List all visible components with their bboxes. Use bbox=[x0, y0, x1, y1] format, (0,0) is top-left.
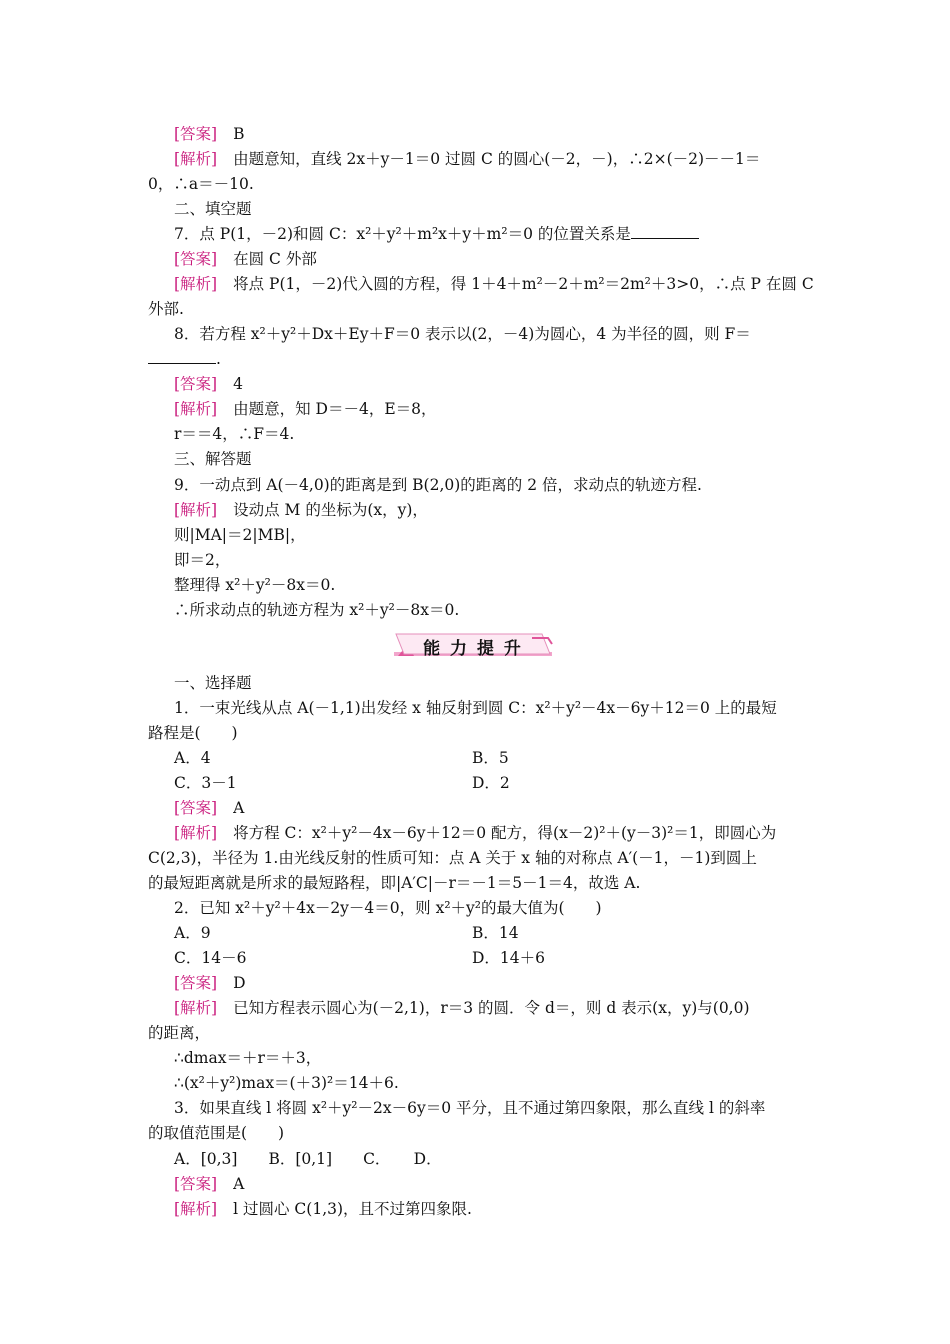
text-line: 即＝2， bbox=[174, 551, 231, 569]
section-banner bbox=[392, 630, 554, 660]
text-line: 的最短距离就是所求的最短路程，即|A′C|－r＝－1＝5－1＝4，故选 A. bbox=[148, 874, 641, 892]
analysis-tag: [解析] bbox=[174, 1200, 218, 1218]
text-line: 则|MA|＝2|MB|， bbox=[174, 526, 306, 544]
section-heading: 三、解答题 bbox=[174, 450, 252, 468]
answer-line bbox=[174, 973, 246, 993]
answer-text: A bbox=[233, 1175, 245, 1193]
analysis-text: 设动点 M 的坐标为(x，y)， bbox=[233, 501, 428, 519]
analysis-tag: [解析] bbox=[174, 400, 218, 418]
analysis-tag: [解析] bbox=[174, 501, 218, 519]
option-d: D．14＋6 bbox=[472, 949, 546, 967]
analysis-line bbox=[174, 998, 750, 1018]
answer-text: A bbox=[233, 799, 245, 817]
question-9: 9．一动点到 A(－4,0)的距离是到 B(2,0)的距离的 2 倍，求动点的轨迹方程. bbox=[174, 476, 702, 494]
text-line: 外部. bbox=[148, 300, 184, 318]
answer-blank-line bbox=[148, 349, 221, 369]
answer-text: D bbox=[233, 974, 246, 992]
answer-line bbox=[174, 1174, 244, 1194]
analysis-tag: [解析] bbox=[174, 150, 218, 168]
answer-tag: [答案] bbox=[174, 125, 218, 143]
analysis-line bbox=[174, 823, 776, 843]
section-heading: 二、填空题 bbox=[174, 200, 252, 218]
text-line: ∴(x²＋y²)max＝(＋3)²＝14＋6. bbox=[174, 1074, 399, 1092]
analysis-line bbox=[174, 399, 437, 419]
text-line: r＝＝4，∴F＝4. bbox=[174, 425, 295, 443]
option-b: B．14 bbox=[472, 924, 519, 942]
analysis-line bbox=[174, 274, 814, 294]
answer-tag: [答案] bbox=[174, 1175, 218, 1193]
analysis-tag: [解析] bbox=[174, 275, 218, 293]
analysis-text: 已知方程表示圆心为(－2,1)，r＝3 的圆．令 d＝，则 d 表示(x，y)与(0,0) bbox=[233, 999, 750, 1017]
analysis-text: l 过圆心 C(1,3)，且不过第四象限. bbox=[233, 1200, 472, 1218]
question-3: 3．如果直线 l 将圆 x²＋y²－2x－6y＝0 平分，且不通过第四象限，那么直线 l 的斜率 bbox=[174, 1099, 766, 1117]
answer-line bbox=[174, 249, 317, 269]
question-text: 7．点 P(1，－2)和圆 C：x²＋y²＋m²x＋y＋m²＝0 的位置关系是 bbox=[174, 225, 631, 243]
analysis-text: 将点 P(1，－2)代入圆的方程，得 1＋4＋m²－2＋m²＝2m²＋3>0，∴点 P 在圆 C bbox=[233, 275, 814, 293]
answer-blank bbox=[148, 349, 216, 364]
answer-blank bbox=[631, 224, 699, 239]
option-c: C．14－6 bbox=[174, 949, 247, 967]
answer-text: 4 bbox=[233, 375, 243, 393]
option-d: D．2 bbox=[472, 774, 510, 792]
text-line: 路程是( ) bbox=[148, 724, 238, 742]
answer-tag: [答案] bbox=[174, 974, 218, 992]
answer-text: 在圆 C 外部 bbox=[233, 250, 317, 268]
option-c: C．3－1 bbox=[174, 774, 237, 792]
answer-tag: [答案] bbox=[174, 250, 218, 268]
analysis-line bbox=[174, 1199, 472, 1219]
text-line: 整理得 x²＋y²－8x＝0. bbox=[174, 576, 336, 594]
banner-title: 能 力 提 升 bbox=[423, 639, 523, 659]
text-line: C(2,3)，半径为 1.由光线反射的性质可知：点 A 关于 x 轴的对称点 A′(－1，－1)到圆上 bbox=[148, 849, 757, 867]
question-1: 1．一束光线从点 A(－1,1)出发经 x 轴反射到圆 C：x²＋y²－4x－6y＋12＝0 上的最短 bbox=[174, 699, 777, 717]
question-7 bbox=[174, 224, 699, 244]
options-line: A．[0,3] B．[0,1] C． D． bbox=[174, 1150, 442, 1168]
question-8: 8．若方程 x²＋y²＋Dx＋Ey＋F＝0 表示以(2，－4)为圆心，4 为半径的圆，则 F＝ bbox=[174, 325, 751, 343]
answer-line bbox=[174, 798, 244, 818]
text-line: 的距离， bbox=[148, 1024, 211, 1042]
answer-text: B bbox=[233, 125, 245, 143]
analysis-text: 将方程 C：x²＋y²－4x－6y＋12＝0 配方，得(x－2)²＋(y－3)²＝1，即圆心为 bbox=[233, 824, 777, 842]
text-line: ∴dmax＝＋r＝＋3， bbox=[174, 1049, 322, 1067]
section-heading: 一、选择题 bbox=[174, 674, 252, 692]
answer-tag: [答案] bbox=[174, 375, 218, 393]
option-a: A．9 bbox=[174, 924, 211, 942]
answer-tag: [答案] bbox=[174, 799, 218, 817]
analysis-line bbox=[174, 500, 428, 520]
question-2: 2．已知 x²＋y²＋4x－2y－4＝0，则 x²＋y²的最大值为( ) bbox=[174, 899, 602, 917]
answer-line bbox=[174, 374, 243, 394]
analysis-line bbox=[174, 149, 760, 169]
text-line: ∴所求动点的轨迹方程为 x²＋y²－8x＝0. bbox=[174, 601, 460, 619]
text-line: 的取值范围是( ) bbox=[148, 1124, 285, 1142]
text-fragment: . bbox=[216, 350, 221, 368]
analysis-text: 由题意知，直线 2x＋y－1＝0 过圆 C 的圆心(－2，－)，∴2×(－2)－－1＝ bbox=[233, 150, 761, 168]
text-line: 0，∴a＝－10. bbox=[148, 175, 254, 193]
analysis-tag: [解析] bbox=[174, 999, 218, 1017]
analysis-text: 由题意，知 D＝－4，E＝8， bbox=[233, 400, 437, 418]
option-a: A．4 bbox=[174, 749, 211, 767]
option-b: B．5 bbox=[472, 749, 509, 767]
answer-line bbox=[174, 124, 245, 144]
analysis-tag: [解析] bbox=[174, 824, 218, 842]
